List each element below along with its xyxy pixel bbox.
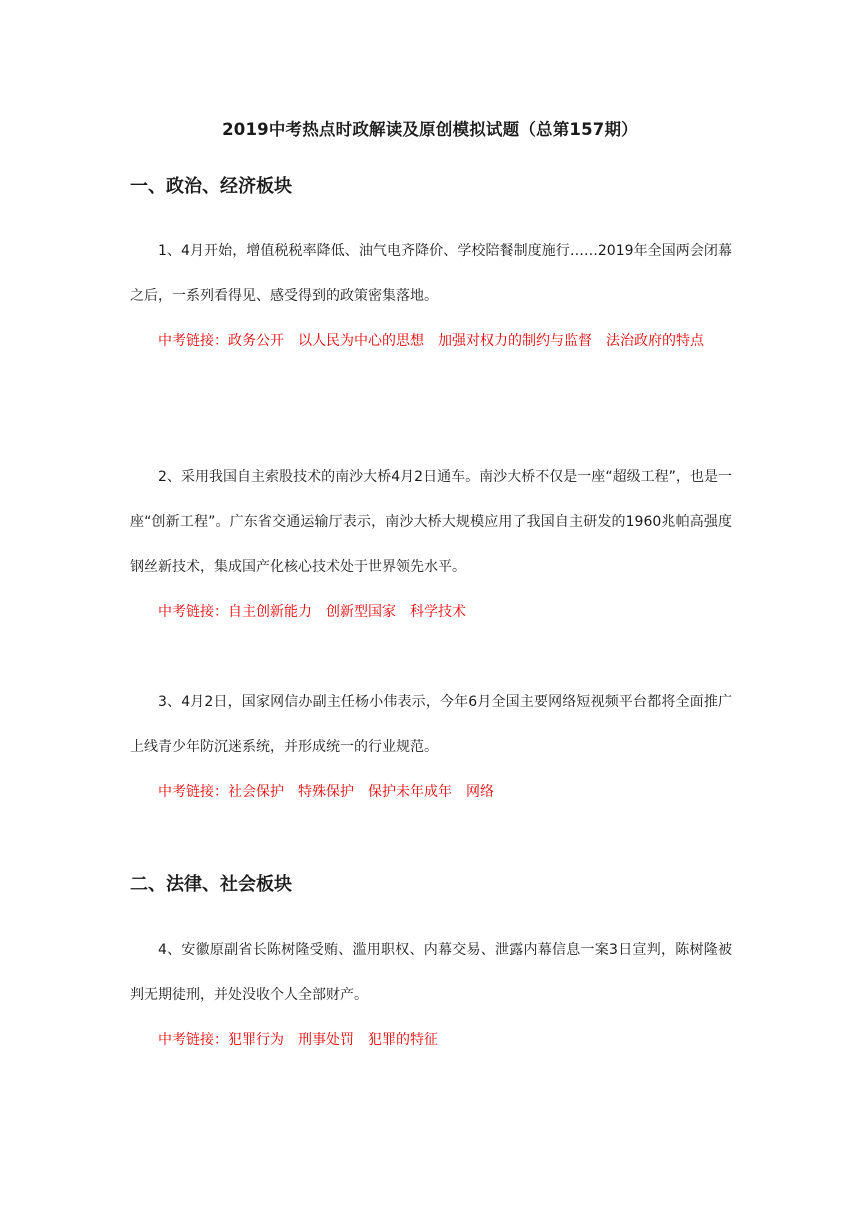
exam-link-line (130, 770, 732, 815)
paragraph-text: 1、4月开始，增值税税率降低、油气电齐降价、学校陪餐制度施行……2019年全国两会闭幕之后，一系列看得见、感受得到的政策密集落地。 (130, 243, 732, 304)
link-item: 刑事处罚 (298, 1032, 354, 1048)
paragraph-text: 3、4月2日，国家网信办副主任杨小伟表示，今年6月全国主要网络短视频平台都将全面推广上线青少年防沉迷系统，并形成统一的行业规范。 (130, 694, 732, 755)
link-prefix: 中考链接： (158, 333, 228, 349)
exam-link-line (130, 1018, 732, 1063)
news-paragraph (130, 928, 732, 1018)
link-item: 以人民为中心的思想 (298, 333, 424, 349)
link-item: 加强对权力的制约与监督 (438, 333, 592, 349)
news-paragraph (130, 229, 732, 319)
exam-link-line (130, 590, 732, 635)
link-item: 犯罪的特征 (368, 1032, 438, 1048)
link-item: 科学技术 (410, 604, 466, 620)
exam-link-line (130, 319, 732, 364)
link-item: 自主创新能力 (228, 604, 312, 620)
link-item: 创新型国家 (326, 604, 396, 620)
link-prefix: 中考链接： (158, 604, 228, 620)
link-item: 保护未年成年 (368, 784, 452, 800)
link-item: 社会保护 (228, 784, 284, 800)
link-item: 网络 (466, 784, 494, 800)
section-heading: 一、政治、经济板块 (130, 176, 292, 197)
paragraph-text: 2、采用我国自主索股技术的南沙大桥4月2日通车。南沙大桥不仅是一座“超级工程”，也是一座“创新工程”。广东省交通运输厅表示，南沙大桥大规模应用了我国自主研发的1960兆帕高强度钢丝新技术，集成国产化核心技术处于世界领先水平。 (130, 469, 732, 575)
page-title: 2019中考热点时政解读及原创模拟试题（总第157期） (222, 120, 638, 139)
link-item: 犯罪行为 (228, 1032, 284, 1048)
link-item: 政务公开 (228, 333, 284, 349)
link-prefix: 中考链接： (158, 1032, 228, 1048)
news-paragraph (130, 680, 732, 770)
section-heading: 二、法律、社会板块 (130, 874, 292, 895)
link-item: 法治政府的特点 (606, 333, 704, 349)
news-paragraph (130, 455, 732, 590)
link-item: 特殊保护 (298, 784, 354, 800)
paragraph-text: 4、安徽原副省长陈树隆受贿、滥用职权、内幕交易、泄露内幕信息一案3日宣判，陈树隆被判无期徒刑，并处没收个人全部财产。 (130, 942, 732, 1003)
link-prefix: 中考链接： (158, 784, 228, 800)
